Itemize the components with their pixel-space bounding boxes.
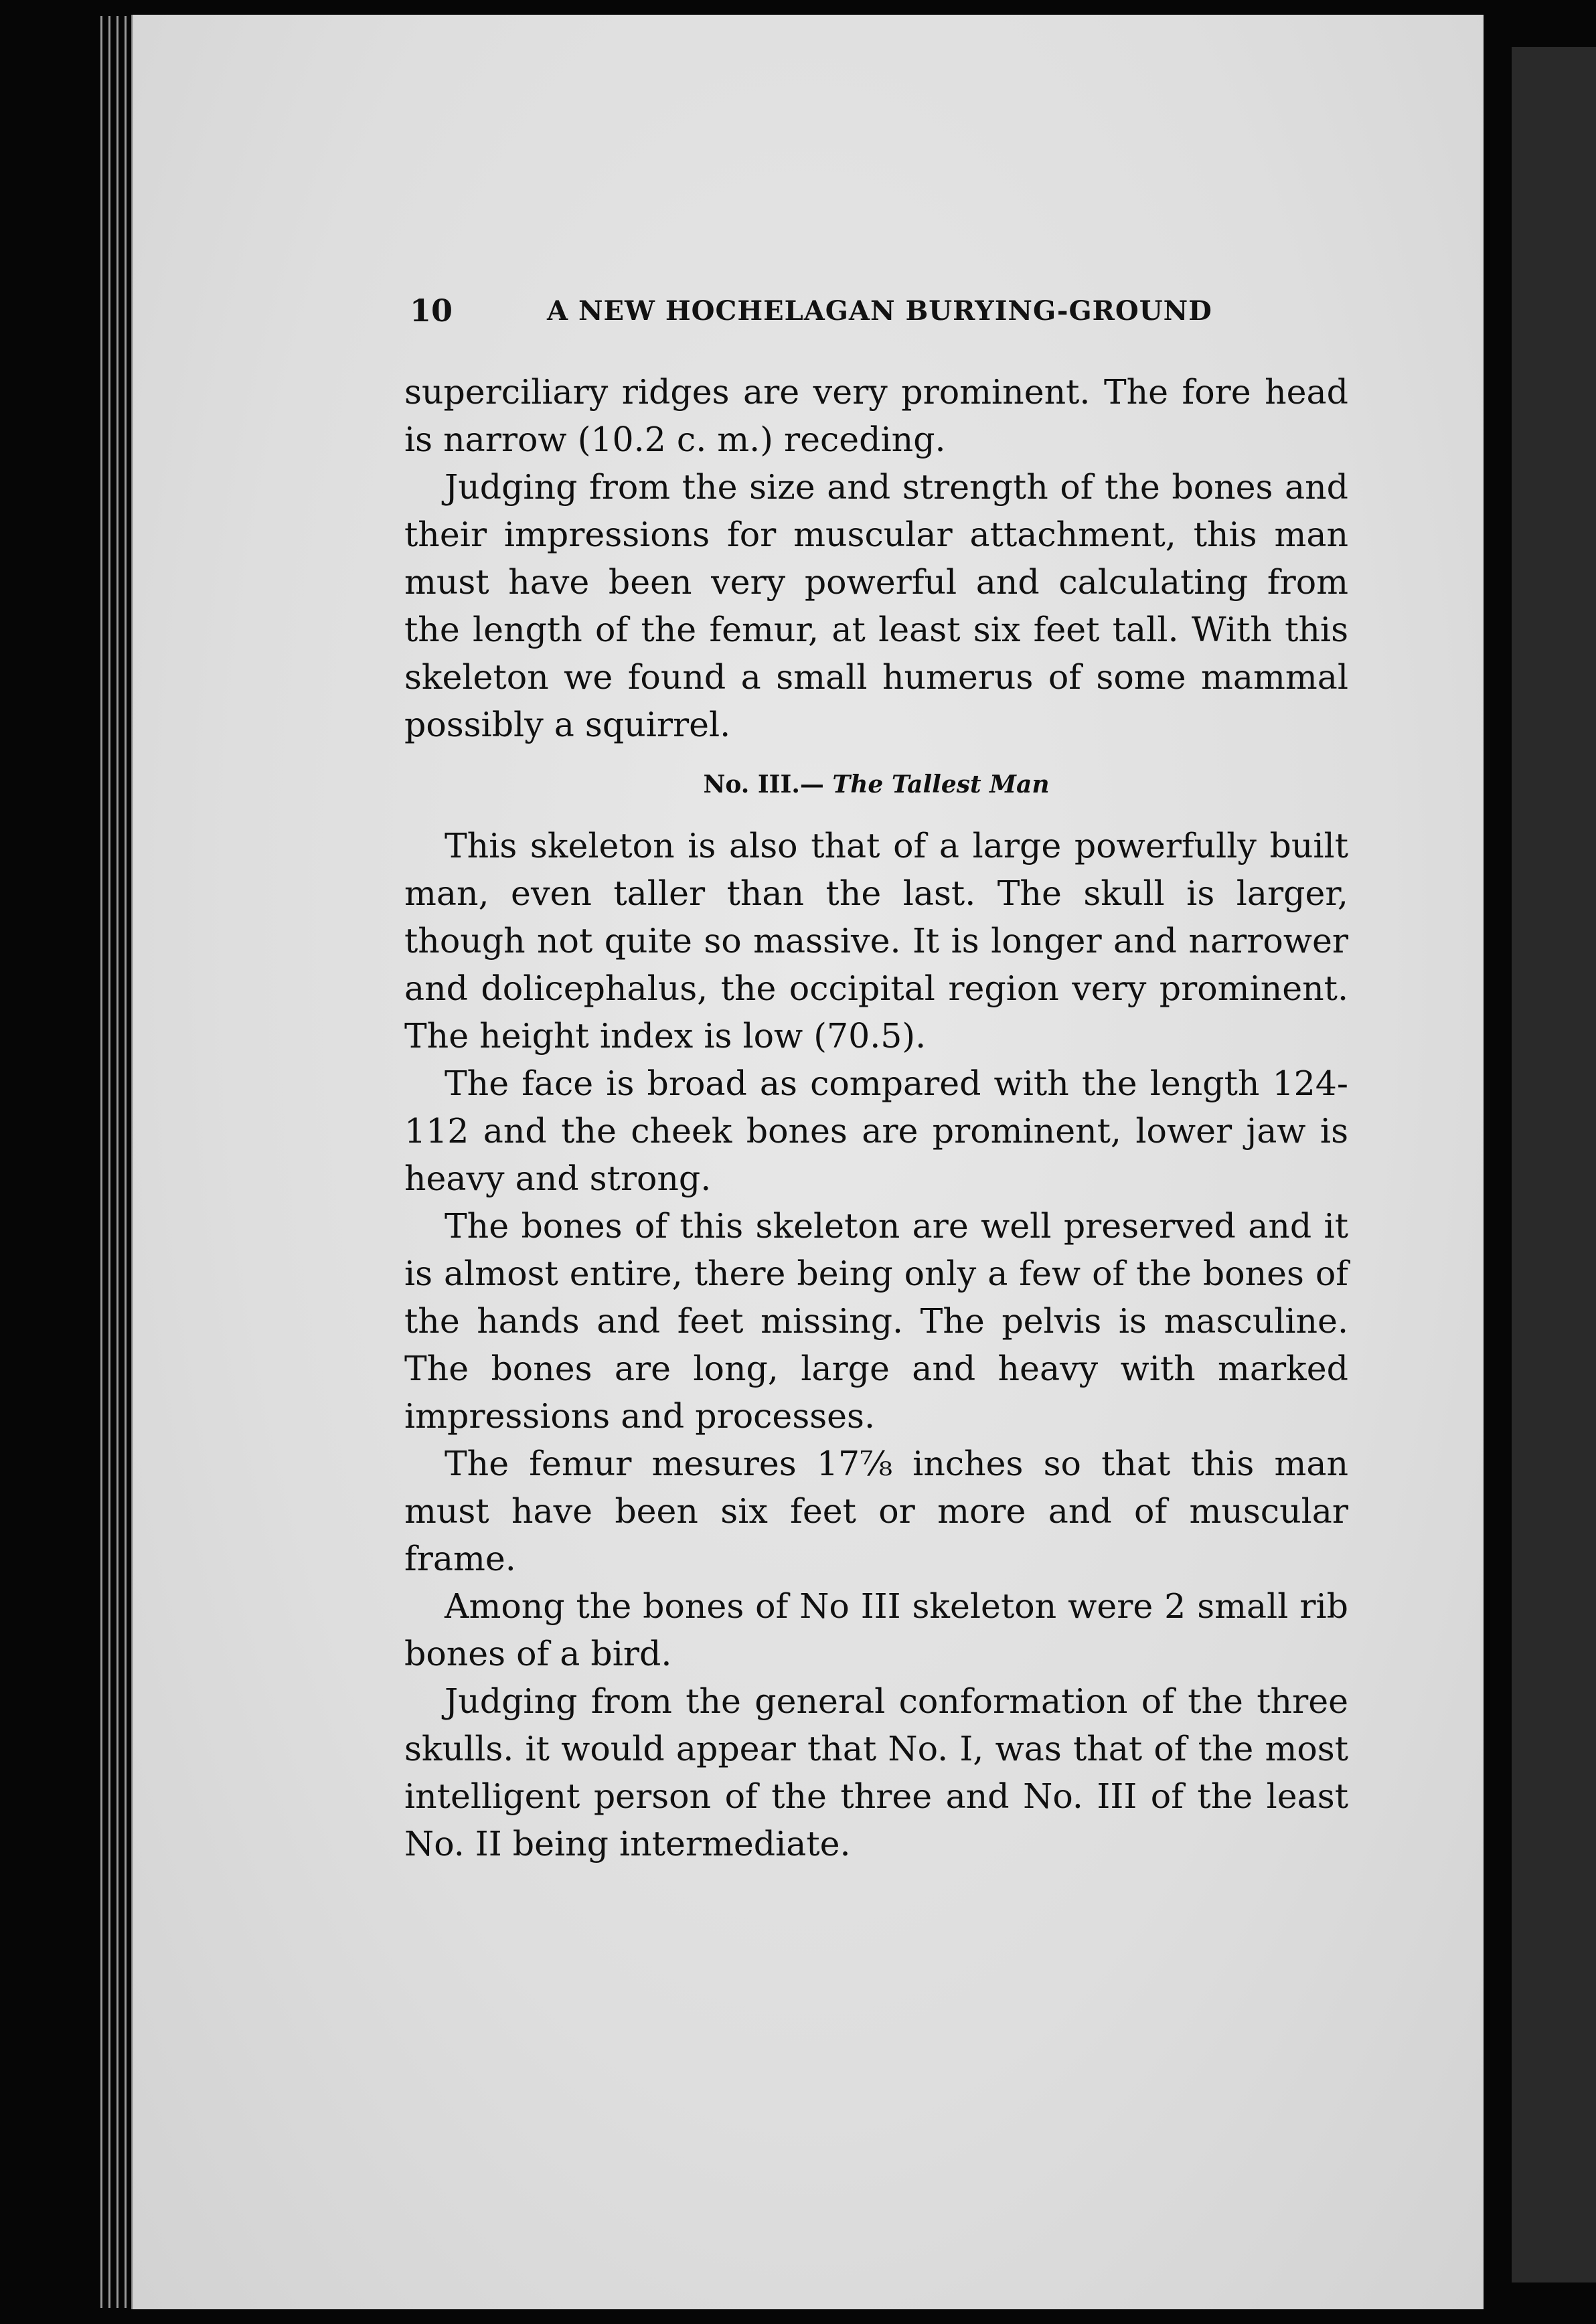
adjacent-page-edge	[1512, 47, 1596, 2282]
paragraph: The femur mesures 17⅞ inches so that this man must have been six feet or more and of muscular frame.	[404, 1444, 1348, 1578]
paragraph: Among the bones of No III skeleton were 2 small rib bones of a bird.	[404, 1586, 1348, 1673]
paragraph: This skeleton is also that of a large powerfully built man, even taller than the last. The skull is larger, though not quite so massive. It is longer and narrower and dolicephalus, the occipital region very prominent. The height index is low (70.5).	[404, 826, 1348, 1056]
page-edge-line	[116, 16, 118, 2308]
paragraph: Judging from the general conformation of the three skulls. it would appear that No. I, was that of the most intelligent person of the three and No. III of the least No. II being intermediate.	[404, 1681, 1348, 1863]
running-title: A NEW HOCHELAGAN BURYING-GROUND	[547, 295, 1212, 327]
paragraph: The bones of this skeleton are well preserved and it is almost entire, there being only a few of the bones of the hands and feet missing. The pelvis is masculine. The bones are long, large and heavy with marked impressions and processes.	[404, 1206, 1348, 1436]
body-text	[404, 368, 1348, 1868]
page-edge-line	[108, 16, 110, 2308]
section-label: No. III.—	[703, 770, 824, 799]
page-edge-line	[125, 16, 127, 2308]
running-header	[410, 293, 1427, 339]
section-heading	[404, 760, 1348, 809]
page-number: 10	[410, 293, 453, 329]
page-edge-line	[100, 16, 102, 2308]
paragraph: Judging from the size and strength of the bones and their impressions for muscular attachment, this man must have been very powerful and calculating from the length of the femur, at least six feet tall. With this skeleton we found a small humerus of some mammal possibly a squirrel.	[404, 467, 1348, 744]
section-subtitle: The Tallest Man	[832, 770, 1050, 799]
paragraph-continued: superciliary ridges are very prominent. The fore head is narrow (10.2 c. m.) receding.	[404, 372, 1348, 459]
paragraph: The face is broad as compared with the length 124-112 and the cheek bones are prominent, lower jaw is heavy and strong.	[404, 1064, 1348, 1198]
